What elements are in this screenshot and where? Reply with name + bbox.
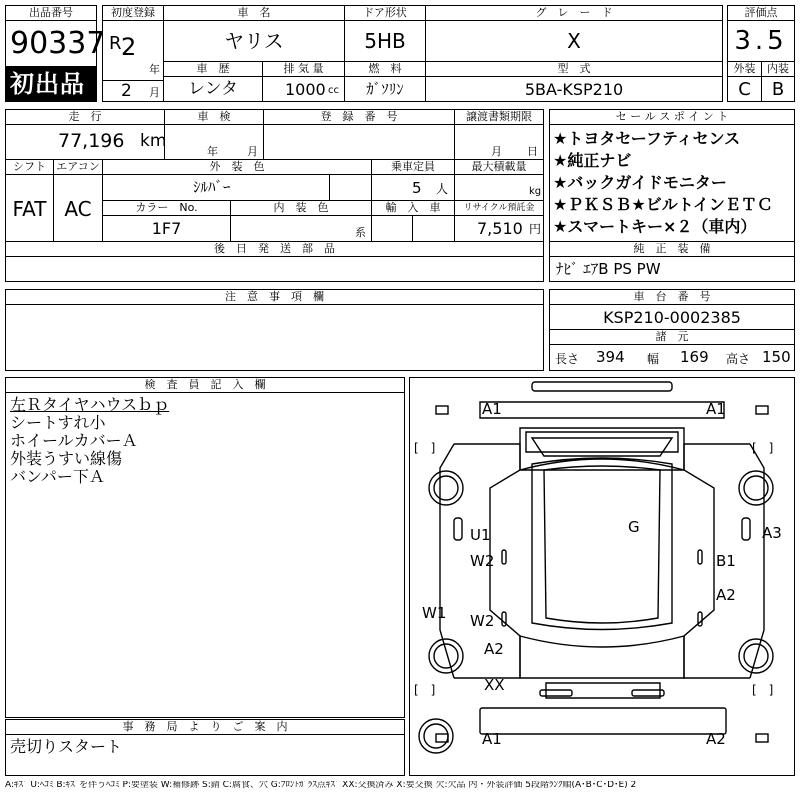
color-value: ｼﾙﾊﾞｰ xyxy=(193,178,231,196)
car-diagram-svg xyxy=(410,378,794,775)
exterior-label: 外装 xyxy=(727,61,762,77)
inspector-line: 外装うすい線傷 xyxy=(10,449,123,468)
lot-label: 出品番号 xyxy=(5,5,97,21)
exterior-cell xyxy=(727,76,762,102)
mark-door-w2: W2 xyxy=(470,612,495,630)
grade-value: X xyxy=(567,29,581,53)
grade-cell xyxy=(425,20,723,62)
roof-shape xyxy=(532,458,672,630)
capacity-value: 5 xyxy=(412,179,422,197)
mark-front-right: A1 xyxy=(706,400,726,418)
interior-cell xyxy=(761,76,795,102)
office-text: 売切りスタート xyxy=(10,737,123,756)
notes-label: 注 意 事 項 欄 xyxy=(5,289,544,305)
fuel-cell xyxy=(344,76,426,102)
plate-label: 登 録 番 号 xyxy=(263,109,455,125)
first-listing-badge xyxy=(5,66,97,102)
chassis-label: 車 台 番 号 xyxy=(549,289,795,305)
inspector-line: ホイールカバーＡ xyxy=(10,431,138,450)
color-cell xyxy=(102,174,372,201)
transfer-month-unit: 月 xyxy=(491,145,502,158)
reg-month-unit: 月 xyxy=(149,86,160,99)
inspection-label: 車 検 xyxy=(164,109,264,125)
shift-label: シフト xyxy=(5,159,54,175)
mark-door-u1: U1 xyxy=(470,526,491,544)
displacement-unit: cc xyxy=(328,85,339,96)
color-label: 外 装 色 xyxy=(102,159,372,175)
door-label: ドア形状 xyxy=(344,5,426,21)
front-bumper-shape xyxy=(532,382,672,391)
bracket-left: [ ] xyxy=(414,441,436,455)
load-cell xyxy=(454,174,544,201)
chassis-cell xyxy=(549,304,795,330)
car-name: ヤリス xyxy=(224,29,284,53)
ac-label: エアコン xyxy=(53,159,103,175)
sales-label: セ ー ル ス ポ イ ン ト xyxy=(549,109,795,125)
recycle-label: リサイクル預託金 xyxy=(454,200,544,216)
recycle-value: 7,510 xyxy=(477,219,523,238)
transfer-day-unit: 日 xyxy=(527,145,538,158)
colorno-label: カラー No. xyxy=(102,200,231,216)
inspector-line: 左Ｒタイヤハウスｂｐ xyxy=(10,395,170,414)
sales-point: ★バックガイドモニター xyxy=(553,173,727,192)
reg-year-unit: 年 xyxy=(149,63,160,76)
hood-shape xyxy=(520,459,684,470)
interior-grade: B xyxy=(771,79,785,100)
mark-left-w1: W1 xyxy=(422,604,447,622)
name-cell xyxy=(163,20,345,62)
legend-text: A:ｷｽﾞ U:ﾍｺﾐ B:ｷｽﾞを伴うﾍｺﾐ P:要塗装 W:補修跡 S:錆 C:腐食、穴 G:ﾌﾛﾝﾄｶﾞﾗｽ点ｷｽﾞ XX:交換済み X:要交換 欠:欠品 内・外装評価 5段階ﾗﾝｸ順(A･B･C･D･E) 2 xyxy=(5,781,637,790)
bracket-right: [ ] xyxy=(752,441,774,455)
ac-cell xyxy=(53,174,103,242)
dims-cell xyxy=(549,344,795,371)
history-value: レンタ xyxy=(188,79,238,99)
later-parts-cell xyxy=(5,256,544,282)
mark-door-w2: W2 xyxy=(470,552,495,570)
mark-rear-xx: XX xyxy=(484,676,505,694)
mileage-value: 77,196 xyxy=(58,130,125,152)
mark-roof: G xyxy=(628,518,640,536)
capacity-label: 乗車定員 xyxy=(371,159,455,175)
door-cell xyxy=(344,20,426,62)
ac-value: AC xyxy=(64,197,92,221)
notes-cell xyxy=(5,304,544,371)
fuel-label: 燃 料 xyxy=(344,61,426,77)
recycle-unit: 円 xyxy=(529,222,542,236)
transfer-label: 譲渡書類期限 xyxy=(454,109,544,125)
car-diagram xyxy=(409,377,795,776)
lot-number-cell xyxy=(5,20,106,67)
reg-era: R xyxy=(109,33,122,54)
exterior-grade: C xyxy=(738,79,751,100)
office-cell xyxy=(5,734,405,776)
displacement-value: 1000 xyxy=(285,80,326,99)
bracket-left-bottom: [ ] xyxy=(414,683,436,697)
reg-label: 初度登録 xyxy=(102,5,164,21)
length-value: 394 xyxy=(596,348,625,366)
displacement-label: 排 気 量 xyxy=(262,61,345,77)
shift-value: FAT xyxy=(12,197,47,221)
equipment-cell xyxy=(549,256,795,282)
reg-year-cell xyxy=(102,20,164,81)
mark-bottom-right: A2 xyxy=(706,730,726,748)
name-label: 車 名 xyxy=(163,5,345,21)
bracket-right-bottom: [ ] xyxy=(752,683,774,697)
model-value: 5BA-KSP210 xyxy=(524,80,624,99)
displacement-cell xyxy=(262,76,345,102)
intcolor-unit: 系 xyxy=(355,226,366,239)
model-cell xyxy=(425,76,723,102)
intcolor-label: 内 装 色 xyxy=(230,200,372,216)
mileage-label: 走 行 xyxy=(5,109,165,125)
recycle-cell xyxy=(454,215,544,242)
first-listing-text: 初出品 xyxy=(10,70,85,98)
equipment-value: ﾅﾋﾞ ｴｱB PS PW xyxy=(556,260,661,278)
insp-month-unit: 月 xyxy=(247,145,258,158)
shift-cell xyxy=(5,174,54,242)
mark-right-a2: A2 xyxy=(716,586,736,604)
import-cell xyxy=(371,215,455,242)
transfer-cell xyxy=(454,124,544,160)
length-label: 長さ xyxy=(555,352,580,366)
colorno-value: 1F7 xyxy=(151,219,182,238)
height-label: 高さ xyxy=(726,352,751,366)
inspector-line: シートすれ小 xyxy=(10,413,106,432)
score-cell xyxy=(727,20,795,62)
inspector-label: 検 査 員 記 入 欄 xyxy=(5,377,405,393)
door-type: 5HB xyxy=(364,29,406,53)
sales-cell xyxy=(549,124,795,242)
sales-point: ★トヨタセーフティセンス xyxy=(553,129,741,148)
width-value: 169 xyxy=(680,348,709,366)
capacity-cell xyxy=(371,174,455,201)
import-label: 輸 入 車 xyxy=(371,200,455,216)
equipment-label: 純 正 装 備 xyxy=(549,241,795,257)
inspection-cell xyxy=(164,124,264,160)
office-label: 事 務 局 よ り ご 案 内 xyxy=(5,719,405,735)
chassis-number: KSP210-0002385 xyxy=(603,308,741,327)
mark-right-a3: A3 xyxy=(762,524,782,542)
height-value: 150 xyxy=(762,348,791,366)
mark-front-left: A1 xyxy=(482,400,502,418)
sales-point: ★ＰＫＳＢ★ビルトインＥＴＣ xyxy=(553,195,773,214)
fuel-value: ｶﾞｿﾘﾝ xyxy=(366,80,404,98)
reg-month-cell xyxy=(102,80,164,102)
rear-bumper-shape xyxy=(480,708,726,734)
dims-label: 諸 元 xyxy=(549,329,795,345)
colorno-cell xyxy=(102,215,231,242)
load-label: 最大積載量 xyxy=(454,159,544,175)
sales-point: ★スマートキー×２（車内） xyxy=(553,217,757,236)
lot-number: 90337 xyxy=(10,26,106,61)
interior-label: 内装 xyxy=(761,61,795,77)
history-cell xyxy=(163,76,263,102)
model-label: 型 式 xyxy=(425,61,723,77)
reg-month: 2 xyxy=(121,81,132,101)
intcolor-cell xyxy=(230,215,372,242)
history-label: 車 歴 xyxy=(163,61,263,77)
mark-right-b1: B1 xyxy=(716,552,736,570)
capacity-unit: 人 xyxy=(436,182,449,196)
mileage-cell xyxy=(5,124,165,160)
score-value: 3.5 xyxy=(734,26,788,56)
insp-year-unit: 年 xyxy=(207,145,218,158)
mark-rear-a2: A2 xyxy=(484,640,504,658)
mileage-unit: km xyxy=(140,131,167,151)
grade-label: グ レ ー ド xyxy=(425,5,723,21)
inspector-line: バンパー下Ａ xyxy=(10,467,105,486)
score-label: 評価点 xyxy=(727,5,795,21)
inspector-cell xyxy=(5,392,405,718)
sales-point: ★純正ナビ xyxy=(553,151,632,170)
reg-year: 2 xyxy=(121,33,137,61)
later-parts-label: 後 日 発 送 部 品 xyxy=(5,241,544,257)
plate-cell xyxy=(263,124,455,160)
mark-bottom-left: A1 xyxy=(482,730,502,748)
width-label: 幅 xyxy=(647,352,660,366)
load-unit: kg xyxy=(529,186,542,197)
